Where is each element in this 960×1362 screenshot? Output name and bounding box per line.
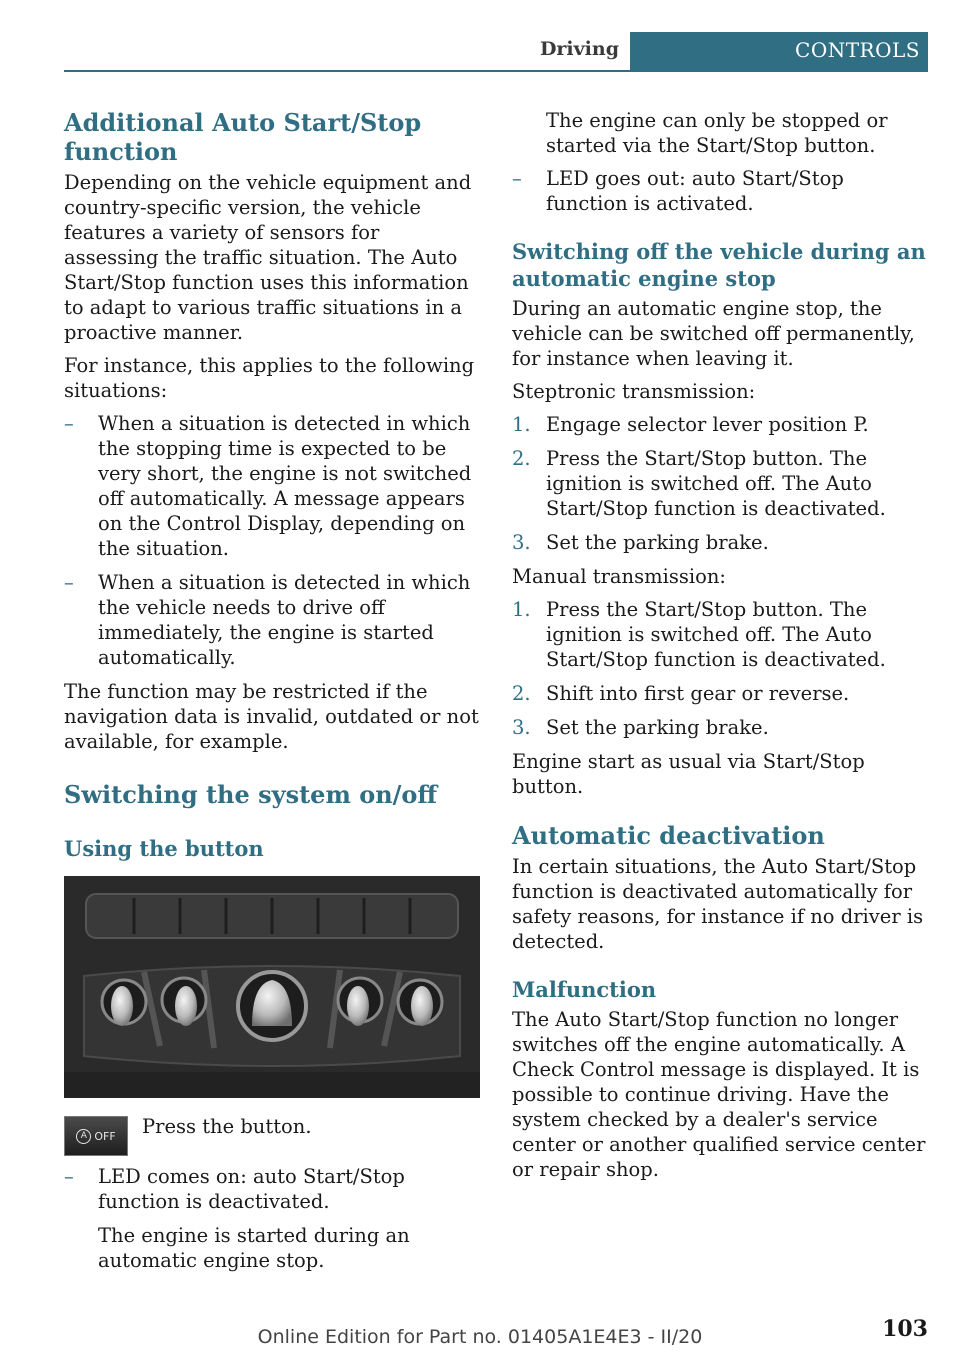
heading-switching-off-vehicle: Switching off the vehicle during an automatic engine stop — [512, 239, 926, 291]
dash-marker: – — [64, 412, 74, 435]
right-column — [512, 108, 927, 1182]
list-item: 3. Set the parking brake. — [512, 531, 769, 554]
page-header — [0, 32, 960, 72]
left-column — [64, 108, 479, 1273]
heading-using-button: Using the button — [64, 836, 264, 861]
list-item: 1. Press the Start/Stop button. The ignition is switched off. The Auto Start/Stop function is deactivated. — [512, 598, 886, 671]
button-instruction-row — [64, 1114, 479, 1156]
led-on-list — [64, 1164, 479, 1214]
paragraph-situations-intro: For instance, this applies to the following situations: — [64, 354, 475, 402]
page-number: 103 — [882, 1316, 928, 1342]
heading-additional-auto-start-stop: Additional Auto Start/Stop function — [64, 108, 422, 166]
dashboard-toggle-switches-photo — [64, 876, 480, 1098]
start-stop-only-text: The engine can only be stopped or started via the Start/Stop button. — [546, 109, 888, 157]
auto-start-stop-off-button-icon: A OFF — [64, 1116, 128, 1156]
heading-switching-on-off: Switching the system on/off — [64, 780, 438, 809]
list-item: 3. Set the parking brake. — [512, 716, 769, 739]
dash-marker: – — [64, 571, 74, 594]
paragraph-automatic-deactivation: In certain situations, the Auto Start/Stop function is deactivated automatically for safety reasons, for instance if no driver is detected. — [512, 855, 924, 953]
steptronic-steps — [512, 412, 927, 555]
situations-list — [64, 411, 479, 670]
dash-marker: – — [64, 1165, 74, 1188]
list-item: – When a situation is detected in which the vehicle needs to drive off immediately, the engine is started automatically. — [64, 571, 471, 669]
heading-automatic-deactivation: Automatic deactivation — [512, 821, 825, 850]
list-item: – LED comes on: auto Start/Stop function is deactivated. — [64, 1165, 405, 1213]
switch-panel-illustration — [64, 876, 480, 1098]
header-chapter-tab: CONTROLS — [630, 32, 928, 72]
footer-edition: Online Edition for Part no. 01405A1E4E3 - II/20 — [257, 1326, 703, 1348]
steptronic-label: Steptronic transmission: — [512, 380, 756, 403]
list-item: 2. Shift into first gear or reverse. — [512, 682, 850, 705]
list-item: 2. Press the Start/Stop button. The ignition is switched off. The Auto Start/Stop function is deactivated. — [512, 447, 886, 520]
list-item: – LED goes out: auto Start/Stop function is activated. — [512, 167, 844, 215]
header-section-title: Driving — [539, 38, 619, 60]
heading-malfunction: Malfunction — [512, 977, 657, 1002]
paragraph-sensors: Depending on the vehicle equipment and country-specific version, the vehicle features a variety of sensors for assessing the traffic situation. The Auto Start/Stop function uses this information to adapt to various traffic situations in a proactive manner. — [64, 171, 472, 344]
list-item: 1. Engage selector lever position P. — [512, 413, 869, 436]
engine-started-text: The engine is started during an automatic engine stop. — [98, 1224, 410, 1272]
manual-label: Manual transmission: — [512, 565, 726, 588]
dash-marker: – — [512, 167, 522, 190]
list-item: – When a situation is detected in which the stopping time is expected to be very short, the engine is not switched off automatically. A message appears on the Control Display, depending on the situation. — [64, 412, 472, 560]
paragraph-switch-off: During an automatic engine stop, the vehicle can be switched off permanently, for instance when leaving it. — [512, 297, 915, 370]
paragraph-malfunction: The Auto Start/Stop function no longer switches off the engine automatically. A Check Control message is displayed. It is possible to continue driving. Have the system checked by a dealer's service center or another qualified service center or repair shop. — [512, 1008, 926, 1181]
manual-steps — [512, 597, 927, 740]
press-button-text: Press the button. — [142, 1115, 312, 1138]
paragraph-restriction: The function may be restricted if the navigation data is invalid, outdated or not available, for example. — [64, 680, 479, 753]
engine-start-text: Engine start as usual via Start/Stop button. — [512, 750, 865, 798]
led-off-list — [512, 166, 927, 216]
